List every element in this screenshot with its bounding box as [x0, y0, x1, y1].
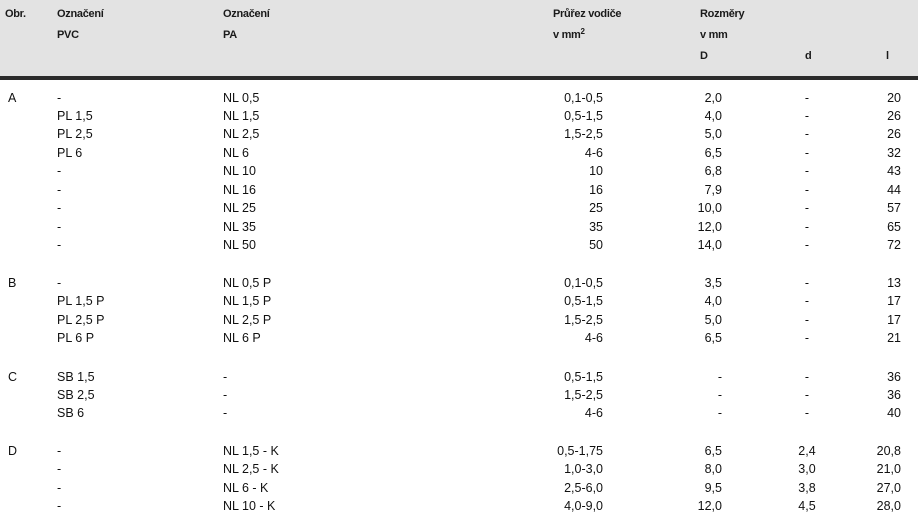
header-rozmery-line1: Rozměry: [700, 8, 745, 20]
cell-d: 4,0: [704, 109, 722, 123]
cell-obr: D: [8, 444, 18, 458]
cell-d: -: [804, 276, 810, 290]
header-oznaceni-pa-line2: PA: [223, 29, 237, 41]
cell-d: 6,8: [704, 164, 722, 178]
cell-d: -: [804, 294, 810, 308]
cell-l: 57: [887, 201, 901, 215]
header-rozmery-line2: v mm: [700, 29, 728, 41]
cell-pa: NL 2,5 P: [223, 313, 272, 327]
cell-l: 36: [887, 370, 901, 384]
cell-d: -: [804, 127, 810, 141]
cell-d: -: [717, 388, 722, 402]
cell-d: -: [717, 406, 722, 420]
cell-d: -: [804, 109, 810, 123]
cell-pa: NL 10 - K: [223, 499, 276, 513]
cell-pvc: -: [57, 276, 62, 290]
header-divider: [0, 76, 918, 80]
cell-d: -: [804, 146, 810, 160]
cell-l: 17: [887, 294, 901, 308]
header-obr: Obr.: [5, 8, 26, 20]
cell-prurez: 0,5-1,5: [564, 370, 603, 384]
cell-prurez: 2,5-6,0: [564, 481, 603, 495]
cell-d: 2,4: [798, 444, 816, 458]
cell-prurez: 0,1-0,5: [564, 276, 603, 290]
cell-prurez: 0,5-1,5: [564, 294, 603, 308]
cell-prurez: 0,1-0,5: [564, 91, 603, 105]
cell-d: 12,0: [697, 499, 722, 513]
cell-pvc: -: [57, 481, 62, 495]
cell-pa: NL 0,5: [223, 91, 260, 105]
cell-pa: NL 1,5: [223, 109, 260, 123]
cell-pvc: PL 2,5: [57, 127, 93, 141]
cell-l: 65: [887, 220, 901, 234]
cell-pa: -: [223, 388, 228, 402]
cell-pa: NL 16: [223, 183, 256, 197]
cell-l: 20,8: [876, 444, 901, 458]
cell-d: 5,0: [704, 313, 722, 327]
header-prurez-line2: [553, 29, 585, 41]
cell-l: 21: [887, 331, 901, 345]
header-oznaceni-pvc-line1: Označení: [57, 8, 104, 20]
cell-d: -: [804, 388, 810, 402]
cell-prurez: 4,0-9,0: [564, 499, 603, 513]
cell-l: 27,0: [876, 481, 901, 495]
cell-d: 9,5: [704, 481, 722, 495]
cell-pa: NL 0,5 P: [223, 276, 272, 290]
cell-obr: C: [8, 370, 18, 384]
cell-l: 20: [887, 91, 901, 105]
cell-pvc: PL 1,5: [57, 109, 93, 123]
header-col-l: l: [886, 50, 889, 62]
cell-prurez: 4-6: [584, 146, 603, 160]
cell-d: -: [804, 220, 810, 234]
cell-d: 6,5: [704, 331, 722, 345]
cell-pa: NL 1,5 P: [223, 294, 272, 308]
cell-d: 2,0: [704, 91, 722, 105]
header-col-d: d: [805, 50, 812, 62]
header-prurez-line1: Průřez vodiče: [553, 8, 622, 20]
header-prurez-superscript: 2: [580, 27, 585, 36]
cell-pvc: SB 6: [57, 406, 85, 420]
header-oznaceni-pvc-line2: PVC: [57, 29, 79, 41]
cell-pvc: SB 2,5: [57, 388, 95, 402]
cell-d: -: [804, 183, 810, 197]
cell-pa: NL 1,5 - K: [223, 444, 279, 458]
cell-l: 32: [887, 146, 901, 160]
cell-l: 36: [887, 388, 901, 402]
cell-pvc: -: [57, 444, 62, 458]
cell-prurez: 1,5-2,5: [564, 313, 603, 327]
cell-d: -: [804, 370, 810, 384]
cell-l: 13: [887, 276, 901, 290]
cell-l: 28,0: [876, 499, 901, 513]
cell-pa: NL 2,5 - K: [223, 462, 279, 476]
cell-pvc: PL 6: [57, 146, 83, 160]
cell-pvc: -: [57, 183, 62, 197]
cell-prurez: 0,5-1,75: [557, 444, 603, 458]
cell-prurez: 50: [589, 238, 603, 252]
cell-pa: NL 6 P: [223, 331, 261, 345]
cell-prurez: 1,0-3,0: [564, 462, 603, 476]
table-header-band: [0, 0, 918, 76]
cell-l: 26: [887, 109, 901, 123]
cell-d: 8,0: [704, 462, 722, 476]
cell-pa: NL 2,5: [223, 127, 260, 141]
cell-prurez: 4-6: [584, 331, 603, 345]
cell-d: 4,5: [798, 499, 816, 513]
cell-pa: NL 6: [223, 146, 249, 160]
cell-d: -: [717, 370, 722, 384]
cell-obr: A: [8, 91, 17, 105]
cell-pvc: -: [57, 499, 62, 513]
cell-pvc: -: [57, 462, 62, 476]
cell-l: 40: [887, 406, 901, 420]
cell-pvc: -: [57, 91, 62, 105]
header-oznaceni-pa-line1: Označení: [223, 8, 270, 20]
cell-d: -: [804, 201, 810, 215]
cell-d: 4,0: [704, 294, 722, 308]
cell-d: 3,8: [798, 481, 816, 495]
cell-prurez: 4-6: [584, 406, 603, 420]
cell-d: 6,5: [704, 146, 722, 160]
cell-pa: NL 35: [223, 220, 256, 234]
cell-pa: NL 10: [223, 164, 256, 178]
cell-prurez: 1,5-2,5: [564, 388, 603, 402]
cell-pvc: -: [57, 220, 62, 234]
cell-pvc: PL 6 P: [57, 331, 95, 345]
cell-d: -: [804, 406, 810, 420]
cell-pvc: PL 1,5 P: [57, 294, 105, 308]
cell-prurez: 25: [589, 201, 603, 215]
cell-d: 3,0: [798, 462, 816, 476]
cell-l: 21,0: [876, 462, 901, 476]
cell-pvc: -: [57, 164, 62, 178]
cell-prurez: 1,5-2,5: [564, 127, 603, 141]
cell-pa: -: [223, 370, 228, 384]
cell-pa: NL 6 - K: [223, 481, 269, 495]
header-col-D: D: [700, 50, 708, 62]
cell-l: 44: [887, 183, 901, 197]
cell-d: 6,5: [704, 444, 722, 458]
cell-l: 17: [887, 313, 901, 327]
cell-prurez: 35: [589, 220, 603, 234]
header-prurez-unit: v mm: [553, 29, 581, 41]
cell-d: 5,0: [704, 127, 722, 141]
cell-d: -: [804, 91, 810, 105]
cell-d: -: [804, 238, 810, 252]
cell-l: 26: [887, 127, 901, 141]
cell-prurez: 16: [589, 183, 603, 197]
cell-l: 72: [887, 238, 901, 252]
cell-d: 3,5: [704, 276, 722, 290]
cell-d: -: [804, 164, 810, 178]
cell-l: 43: [887, 164, 901, 178]
cell-pa: NL 50: [223, 238, 256, 252]
cell-pvc: -: [57, 238, 62, 252]
cell-prurez: 0,5-1,5: [564, 109, 603, 123]
cell-d: -: [804, 313, 810, 327]
cell-pa: -: [223, 406, 228, 420]
cell-obr: B: [8, 276, 17, 290]
cell-pvc: -: [57, 201, 62, 215]
cell-d: 12,0: [697, 220, 722, 234]
cell-d: 7,9: [704, 183, 722, 197]
cell-pvc: PL 2,5 P: [57, 313, 105, 327]
cell-prurez: 10: [589, 164, 603, 178]
cell-d: 10,0: [697, 201, 722, 215]
cell-d: -: [804, 331, 810, 345]
cell-pvc: SB 1,5: [57, 370, 95, 384]
cell-d: 14,0: [697, 238, 722, 252]
cell-pa: NL 25: [223, 201, 256, 215]
